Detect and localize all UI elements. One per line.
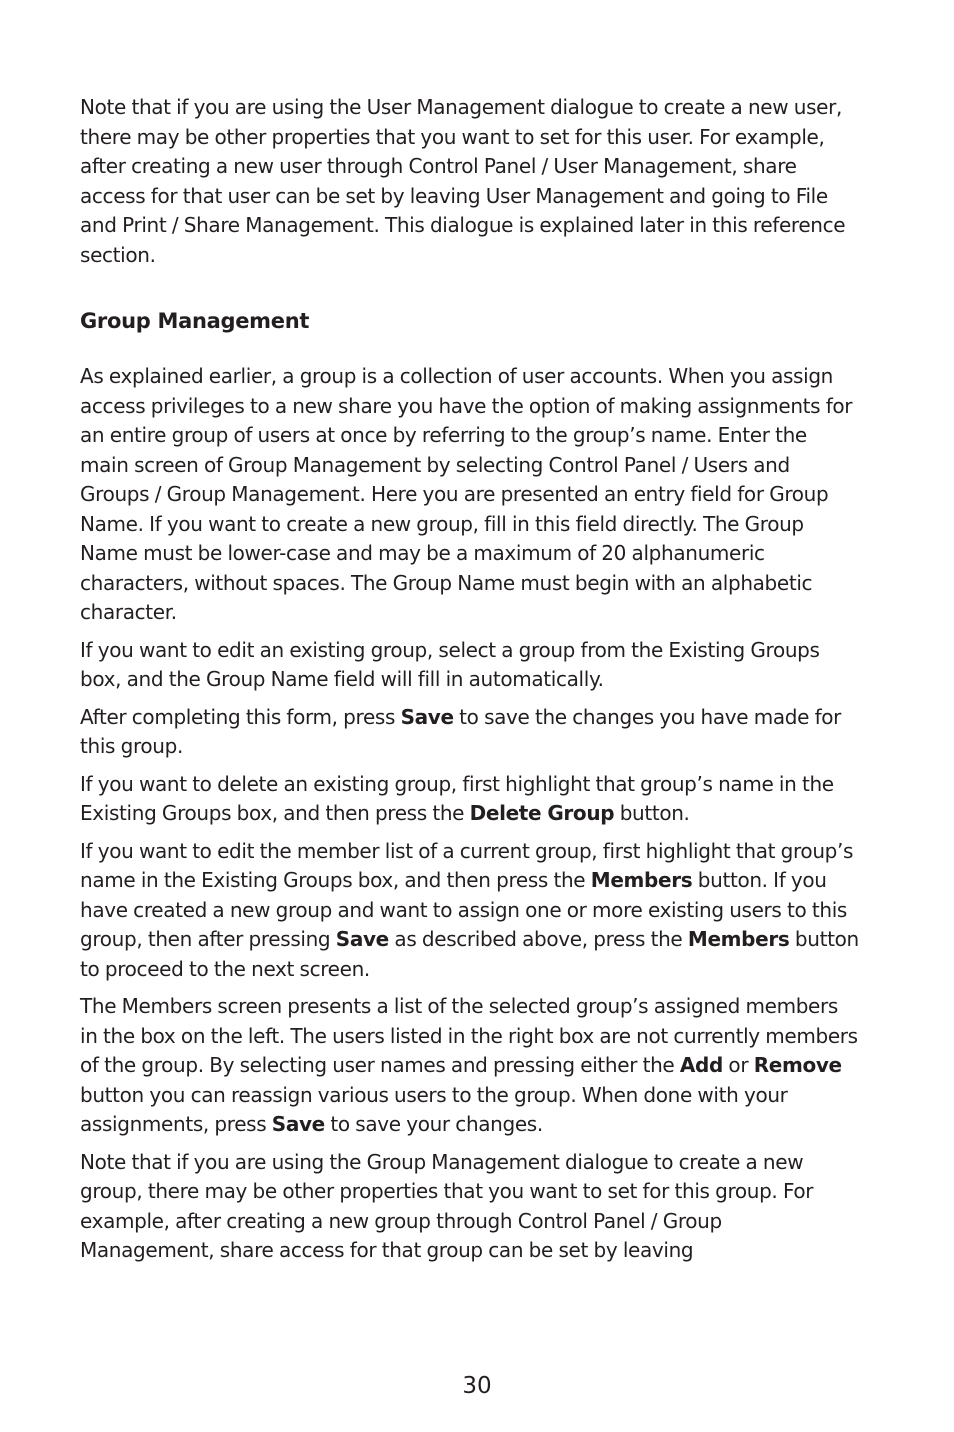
text-run: or (722, 1053, 754, 1077)
paragraph-edit-members (80, 837, 860, 985)
members-label: Members (687, 927, 790, 951)
delete-group-label: Delete Group (469, 801, 615, 825)
paragraph-edit-group: If you want to edit an existing group, select a group from the Existing Groups box, and the Group Name field will fill in automatically. (80, 637, 820, 691)
text-run: The Members screen presents a list of the selected group’s assigned members in the box on the left. The users listed in the right box are not currently members of the group. By selecting user names and pressing either the (80, 994, 858, 1077)
text-run: button. (614, 801, 690, 825)
save-label: Save (400, 704, 454, 729)
text-run: button. If you have created a new group and want to assign one or more existing users to this group, then after pressing (80, 868, 847, 951)
save-label: Save (335, 927, 389, 951)
text-run: to save the changes you have made for this group. (80, 704, 842, 758)
text-run: button you can reassign various users to the group. When done with your assignments, press (80, 1082, 788, 1136)
text-run: If you want to edit the member list of a current group, first highlight that group’s name in the Existing Groups box, and then press the (80, 838, 854, 892)
text-run: After completing this form, press (80, 704, 401, 729)
paragraph-group-note: Note that if you are using the Group Management dialogue to create a new group, there may be other properties that you want to set for this group. For example, after creating a new group through Control Panel / Group Management, share access for that group can be set by leaving (80, 1149, 814, 1262)
members-label: Members (590, 868, 693, 892)
add-label: Add (679, 1053, 723, 1077)
paragraph-members-screen (80, 992, 860, 1140)
text-run: If you want to delete an existing group, first highlight that group’s name in the Existing Groups box, and then press the (80, 771, 834, 825)
paragraph-delete-group (80, 770, 860, 829)
remove-label: Remove (753, 1053, 842, 1077)
save-label: Save (271, 1112, 325, 1136)
page-number: 30 (462, 1373, 492, 1399)
text-run: as described above, press the (388, 927, 688, 951)
text-run: to save your changes. (324, 1112, 543, 1136)
section-heading: Group Management (80, 309, 310, 333)
intro-paragraph: Note that if you are using the User Management dialogue to create a new user, there may be other properties that you want to set for this user. For example, after creating a new user through Control Panel / User Management, share access for that user can be set by leaving User Management and going to File and Print / Share Management. This dialogue is explained later in this reference section. (80, 95, 846, 267)
paragraph-save-group (80, 703, 860, 762)
document-page (80, 93, 860, 1274)
text-run: button to proceed to the next screen. (80, 927, 859, 981)
paragraph-group-definition: As explained earlier, a group is a collection of user accounts. When you assign access privileges to a new share you have the option of making assignments for an entire group of users at once by referring to the group’s name. Enter the main screen of Group Management by selecting Control Panel / Users and Groups / Group Management. Here you are presented an entry field for Group Name. If you want to create a new group, fill in this field directly. The Group Name must be lower-case and may be a maximum of 20 alphanumeric characters, without spaces. The Group Name must begin with an alphabetic character. (80, 364, 853, 624)
